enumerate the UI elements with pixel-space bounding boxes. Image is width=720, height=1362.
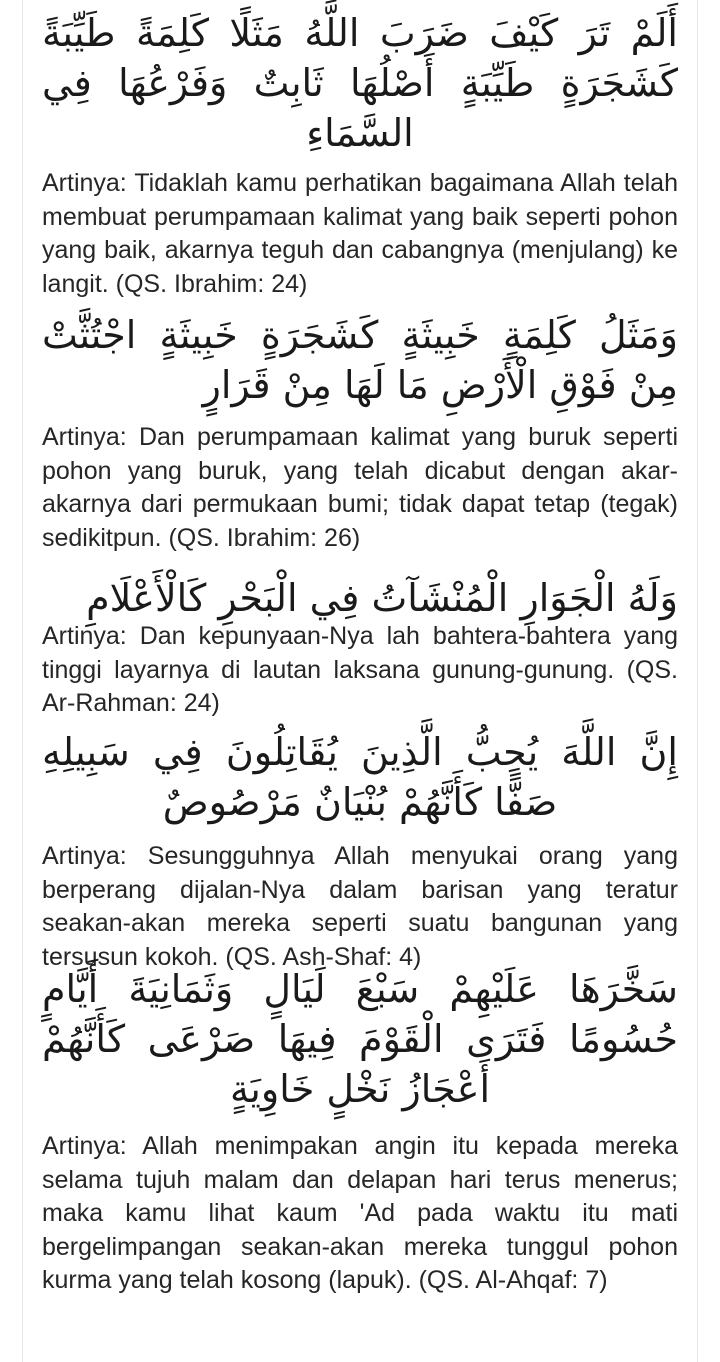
page-left-border (22, 0, 23, 1362)
arabic-verse: إِنَّ اللَّهَ يُحِبُّ الَّذِينَ يُقَاتِلُونَ فِي سَبِيلِهِ صَفًّا كَأَنَّهُمْ بُنْيَانٌ مَرْصُوصٌ (42, 730, 678, 824)
verse-block (42, 573, 678, 717)
verse-block (42, 962, 678, 1362)
arabic-verse: وَمَثَلُ كَلِمَةٍ خَبِيثَةٍ كَشَجَرَةٍ خَبِيثَةٍ اجْتُثَّتْ مِنْ فَوْقِ الْأَرْضِ مَا لَهَا مِنْ قَرَارٍ (42, 313, 678, 407)
verse-block (42, 300, 678, 573)
verse-translation: Artinya: Dan kepunyaan-Nya lah bahtera-bahtera yang tinggi layarnya di lautan laksana gunung-gunung. (QS. Ar-Rahman: 24) (42, 622, 678, 717)
page-right-border (697, 0, 698, 1362)
arabic-verse: وَلَهُ الْجَوَارِ الْمُنْشَآتُ فِي الْبَحْرِ كَالْأَعْلَامِ (86, 576, 678, 620)
verse-translation: Artinya: Allah menimpakan angin itu kepada mereka selama tujuh malam dan delapan hari terus menerus; maka kamu lihat kaum 'Ad pada waktu itu mati bergelimpangan seakan-akan mereka tunggul pohon kurma yang telah kosong (lapuk). (QS. Al-Ahqaf: 7) (42, 1132, 678, 1294)
verse-block (42, 0, 678, 300)
verse-translation: Artinya: Dan perumpamaan kalimat yang buruk seperti pohon yang buruk, yang telah dicabut dengan akar-akarnya dari permukaan bumi; tidak dapat tetap (tegak) sedikitpun. (QS. Ibrahim: 26) (42, 423, 678, 552)
arabic-verse: أَلَمْ تَرَ كَيْفَ ضَرَبَ اللَّهُ مَثَلًا كَلِمَةً طَيِّبَةً كَشَجَرَةٍ طَيِّبَةٍ أَصْلُهَا ثَابِتٌ وَفَرْعُهَا فِي السَّمَاءِ (42, 11, 678, 155)
verse-list (42, 0, 678, 1362)
arabic-verse: سَخَّرَهَا عَلَيْهِمْ سَبْعَ لَيَالٍ وَثَمَانِيَةَ أَيَّامٍ حُسُومًا فَتَرَى الْقَوْمَ فِيهَا صَرْعَى كَأَنَّهُمْ أَعْجَازُ نَخْلٍ خَاوِيَةٍ (42, 967, 678, 1111)
verse-translation: Artinya: Sesungguhnya Allah menyukai orang yang berperang dijalan-Nya dalam barisan yang teratur seakan-akan mereka seperti suatu bangunan yang tersusun kokoh. (QS. Ash-Shaf: 4) (42, 842, 678, 971)
verse-translation: Artinya: Tidaklah kamu perhatikan bagaimana Allah telah membuat perumpamaan kalimat yang baik seperti pohon yang baik, akarnya teguh dan cabangnya (menjulang) ke langit. (QS. Ibrahim: 24) (42, 169, 678, 298)
verse-block (42, 717, 678, 971)
